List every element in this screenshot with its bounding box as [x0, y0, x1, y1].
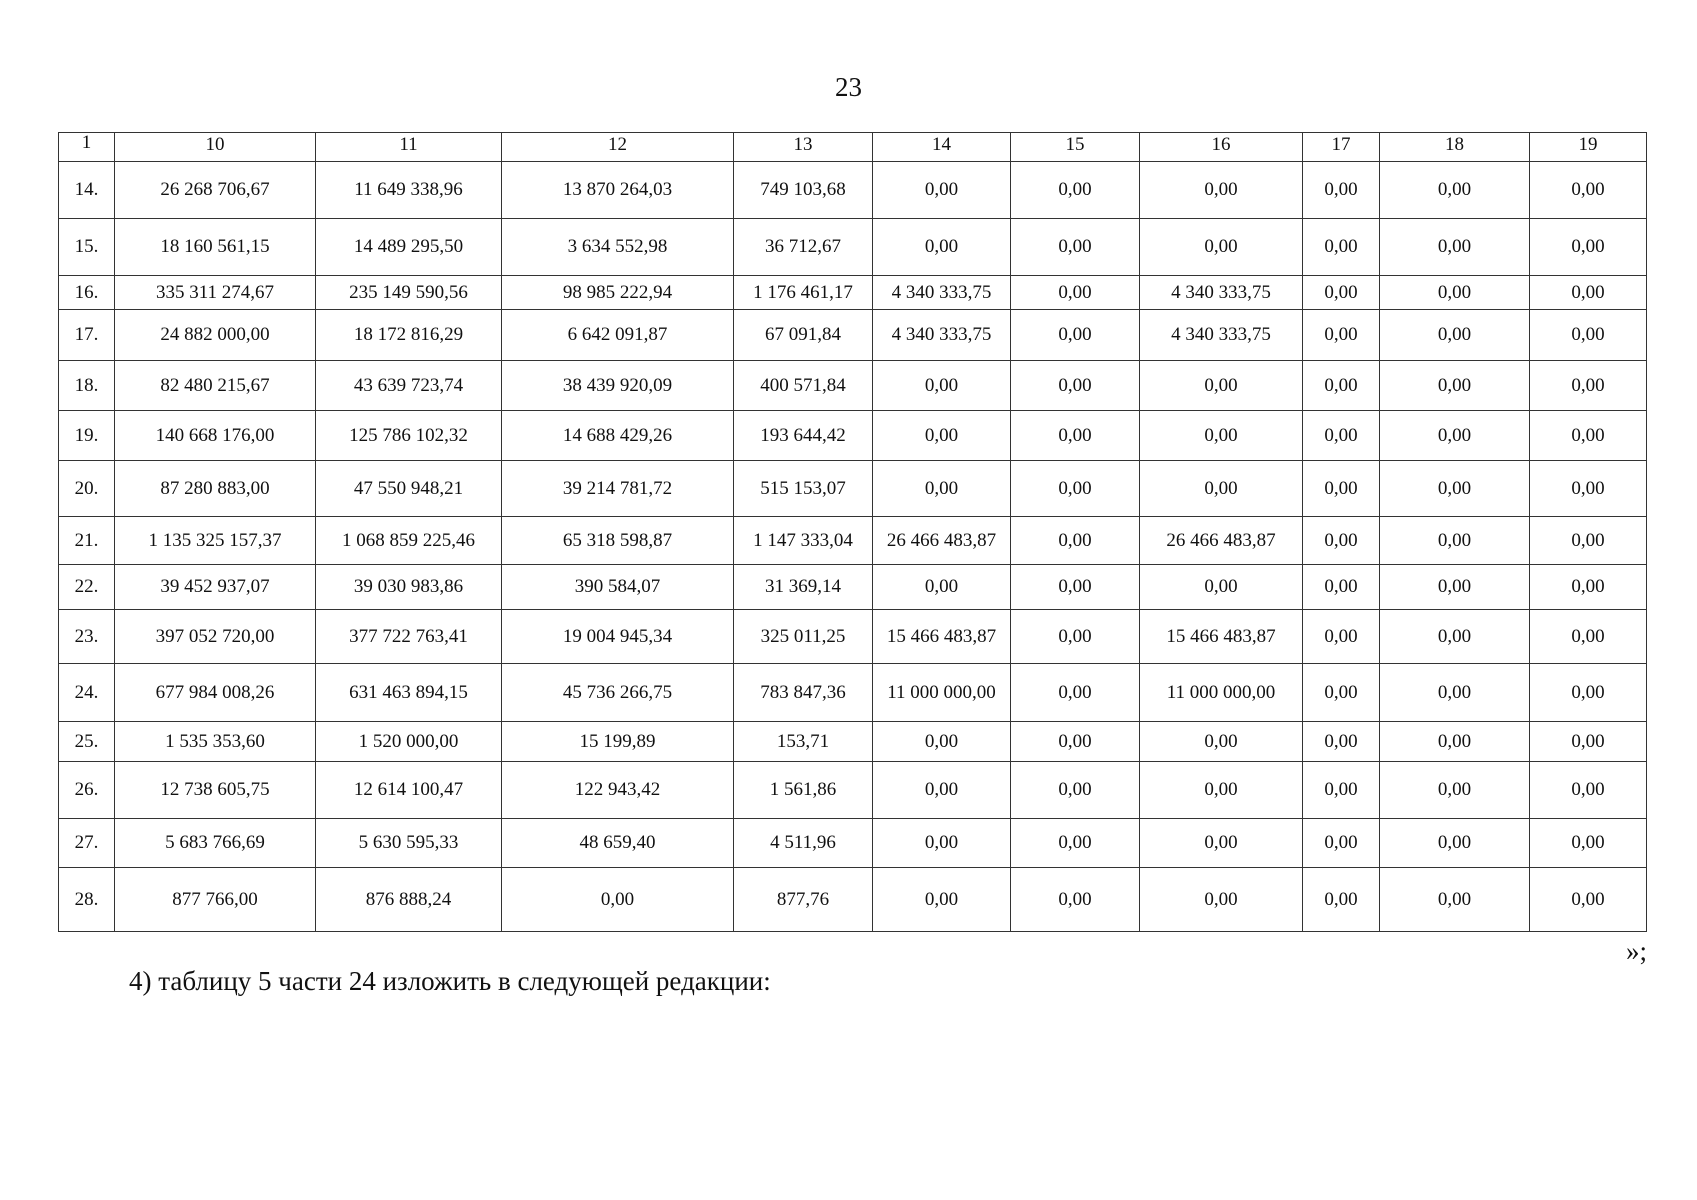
table-cell: 0,00 — [1011, 461, 1140, 517]
table-row — [59, 610, 1647, 664]
table-header-row — [59, 133, 1647, 162]
table-row — [59, 868, 1647, 932]
table-cell: 4 340 333,75 — [873, 310, 1011, 361]
table-cell: 87 280 883,00 — [115, 461, 316, 517]
table-cell: 15 466 483,87 — [873, 610, 1011, 664]
table-cell: 749 103,68 — [734, 162, 873, 219]
table-row — [59, 565, 1647, 610]
table-row — [59, 819, 1647, 868]
table-cell: 515 153,07 — [734, 461, 873, 517]
table-cell: 31 369,14 — [734, 565, 873, 610]
table-cell: 0,00 — [1140, 411, 1303, 461]
table-cell: 11 000 000,00 — [873, 664, 1011, 722]
row-number-cell: 15. — [59, 219, 115, 276]
table-row — [59, 411, 1647, 461]
table-cell: 14 688 429,26 — [502, 411, 734, 461]
table-row — [59, 722, 1647, 762]
table-cell: 1 135 325 157,37 — [115, 517, 316, 565]
row-number-cell: 20. — [59, 461, 115, 517]
table-cell: 26 466 483,87 — [873, 517, 1011, 565]
table-cell: 5 630 595,33 — [316, 819, 502, 868]
table-cell: 0,00 — [1530, 565, 1647, 610]
table-cell: 0,00 — [1303, 565, 1380, 610]
table-cell: 15 199,89 — [502, 722, 734, 762]
table-cell: 377 722 763,41 — [316, 610, 502, 664]
table-cell: 0,00 — [873, 461, 1011, 517]
table-cell: 325 011,25 — [734, 610, 873, 664]
table-body — [59, 133, 1647, 932]
table-cell: 1 176 461,17 — [734, 276, 873, 310]
table-cell: 0,00 — [1303, 868, 1380, 932]
table-cell: 0,00 — [1380, 722, 1530, 762]
header-cell: 14 — [873, 133, 1011, 162]
table-cell: 18 172 816,29 — [316, 310, 502, 361]
table-cell: 39 214 781,72 — [502, 461, 734, 517]
table-cell: 677 984 008,26 — [115, 664, 316, 722]
table-cell: 0,00 — [1380, 819, 1530, 868]
table-cell: 0,00 — [1303, 219, 1380, 276]
row-number-cell: 27. — [59, 819, 115, 868]
table-cell: 0,00 — [1303, 411, 1380, 461]
table-cell: 0,00 — [1303, 162, 1380, 219]
instruction-text: 4) таблицу 5 части 24 изложить в следующей редакции: — [129, 966, 771, 996]
table-cell: 0,00 — [1011, 868, 1140, 932]
table-cell: 0,00 — [873, 219, 1011, 276]
table-cell: 1 068 859 225,46 — [316, 517, 502, 565]
row-number-cell: 18. — [59, 361, 115, 411]
table-cell: 39 030 983,86 — [316, 565, 502, 610]
table-cell: 4 340 333,75 — [1140, 310, 1303, 361]
table-cell: 19 004 945,34 — [502, 610, 734, 664]
table-cell: 0,00 — [1530, 411, 1647, 461]
table-cell: 26 268 706,67 — [115, 162, 316, 219]
table-cell: 235 149 590,56 — [316, 276, 502, 310]
table-cell: 0,00 — [1530, 517, 1647, 565]
table-cell: 0,00 — [1530, 310, 1647, 361]
table-row — [59, 162, 1647, 219]
header-cell: 11 — [316, 133, 502, 162]
table-row — [59, 276, 1647, 310]
table-cell: 0,00 — [1011, 722, 1140, 762]
table-cell: 335 311 274,67 — [115, 276, 316, 310]
row-number-cell: 25. — [59, 722, 115, 762]
table-cell: 0,00 — [1530, 361, 1647, 411]
header-cell: 1 — [59, 133, 115, 162]
table-cell: 0,00 — [1140, 868, 1303, 932]
table-cell: 631 463 894,15 — [316, 664, 502, 722]
row-number-cell: 17. — [59, 310, 115, 361]
table-cell: 15 466 483,87 — [1140, 610, 1303, 664]
table-cell: 0,00 — [1011, 517, 1140, 565]
table-cell: 877 766,00 — [115, 868, 316, 932]
table-cell: 0,00 — [1303, 361, 1380, 411]
table-row — [59, 762, 1647, 819]
table-cell: 0,00 — [1380, 276, 1530, 310]
table-cell: 0,00 — [1530, 610, 1647, 664]
table-cell: 876 888,24 — [316, 868, 502, 932]
table-cell: 0,00 — [1140, 361, 1303, 411]
table-cell: 0,00 — [1011, 219, 1140, 276]
table-cell: 0,00 — [1303, 461, 1380, 517]
table-cell: 0,00 — [1380, 610, 1530, 664]
table-cell: 0,00 — [1303, 664, 1380, 722]
row-number-cell: 16. — [59, 276, 115, 310]
table-row — [59, 310, 1647, 361]
table-cell: 48 659,40 — [502, 819, 734, 868]
table-cell: 400 571,84 — [734, 361, 873, 411]
table-cell: 0,00 — [873, 819, 1011, 868]
table-cell: 5 683 766,69 — [115, 819, 316, 868]
table-cell: 0,00 — [1530, 276, 1647, 310]
table-cell: 0,00 — [1011, 819, 1140, 868]
row-number-cell: 14. — [59, 162, 115, 219]
table-cell: 0,00 — [1011, 664, 1140, 722]
table-cell: 98 985 222,94 — [502, 276, 734, 310]
table-cell: 0,00 — [1303, 722, 1380, 762]
table-cell: 0,00 — [502, 868, 734, 932]
data-table — [58, 132, 1647, 932]
table-cell: 390 584,07 — [502, 565, 734, 610]
page-number: 23 — [835, 72, 862, 102]
table-cell: 0,00 — [1380, 565, 1530, 610]
table-row — [59, 361, 1647, 411]
table-cell: 0,00 — [1140, 722, 1303, 762]
table-cell: 12 614 100,47 — [316, 762, 502, 819]
row-number-cell: 21. — [59, 517, 115, 565]
table-cell: 877,76 — [734, 868, 873, 932]
table-cell: 43 639 723,74 — [316, 361, 502, 411]
row-number-cell: 28. — [59, 868, 115, 932]
table-cell: 1 535 353,60 — [115, 722, 316, 762]
table-cell: 1 147 333,04 — [734, 517, 873, 565]
table-cell: 11 000 000,00 — [1140, 664, 1303, 722]
table-cell: 67 091,84 — [734, 310, 873, 361]
table-cell: 38 439 920,09 — [502, 361, 734, 411]
table-row — [59, 517, 1647, 565]
table-cell: 0,00 — [1380, 664, 1530, 722]
table-cell: 0,00 — [873, 762, 1011, 819]
table-cell: 0,00 — [1011, 361, 1140, 411]
table-cell: 0,00 — [1530, 819, 1647, 868]
table-cell: 0,00 — [1011, 610, 1140, 664]
table-row — [59, 461, 1647, 517]
table-cell: 0,00 — [873, 361, 1011, 411]
table-cell: 0,00 — [1530, 461, 1647, 517]
table-cell: 0,00 — [1380, 411, 1530, 461]
header-cell: 12 — [502, 133, 734, 162]
table-cell: 4 340 333,75 — [1140, 276, 1303, 310]
row-number-cell: 26. — [59, 762, 115, 819]
table-cell: 36 712,67 — [734, 219, 873, 276]
table-cell: 0,00 — [1380, 517, 1530, 565]
table-cell: 0,00 — [1530, 868, 1647, 932]
table-cell: 0,00 — [1380, 762, 1530, 819]
header-cell: 17 — [1303, 133, 1380, 162]
table-cell: 0,00 — [1140, 162, 1303, 219]
table-cell: 26 466 483,87 — [1140, 517, 1303, 565]
table-cell: 0,00 — [1380, 361, 1530, 411]
table-cell: 0,00 — [873, 411, 1011, 461]
table-cell: 45 736 266,75 — [502, 664, 734, 722]
table-row — [59, 219, 1647, 276]
row-number-cell: 22. — [59, 565, 115, 610]
table-cell: 0,00 — [1011, 565, 1140, 610]
table-cell: 1 520 000,00 — [316, 722, 502, 762]
table-cell: 122 943,42 — [502, 762, 734, 819]
table-cell: 0,00 — [1011, 162, 1140, 219]
table-cell: 0,00 — [1303, 762, 1380, 819]
table-cell: 4 511,96 — [734, 819, 873, 868]
header-cell: 10 — [115, 133, 316, 162]
table-cell: 0,00 — [1011, 411, 1140, 461]
table-cell: 125 786 102,32 — [316, 411, 502, 461]
table-cell: 0,00 — [1530, 219, 1647, 276]
closing-quote: »; — [1625, 936, 1647, 966]
table-cell: 47 550 948,21 — [316, 461, 502, 517]
table-cell: 783 847,36 — [734, 664, 873, 722]
table-cell: 65 318 598,87 — [502, 517, 734, 565]
table-cell: 0,00 — [1380, 868, 1530, 932]
table-cell: 0,00 — [1530, 664, 1647, 722]
table-cell: 0,00 — [1530, 722, 1647, 762]
table-cell: 39 452 937,07 — [115, 565, 316, 610]
table-cell: 0,00 — [873, 868, 1011, 932]
table-cell: 0,00 — [873, 162, 1011, 219]
table-cell: 11 649 338,96 — [316, 162, 502, 219]
header-cell: 19 — [1530, 133, 1647, 162]
table-cell: 0,00 — [1303, 610, 1380, 664]
table-cell: 0,00 — [1380, 162, 1530, 219]
table-cell: 0,00 — [1140, 565, 1303, 610]
header-cell: 15 — [1011, 133, 1140, 162]
table-cell: 153,71 — [734, 722, 873, 762]
header-cell: 13 — [734, 133, 873, 162]
header-cell: 16 — [1140, 133, 1303, 162]
header-cell: 18 — [1380, 133, 1530, 162]
table-cell: 0,00 — [1303, 310, 1380, 361]
table-cell: 12 738 605,75 — [115, 762, 316, 819]
table-cell: 0,00 — [1011, 276, 1140, 310]
table-cell: 0,00 — [1380, 310, 1530, 361]
table-cell: 18 160 561,15 — [115, 219, 316, 276]
table-cell: 0,00 — [1011, 310, 1140, 361]
table-cell: 0,00 — [1011, 762, 1140, 819]
table-cell: 0,00 — [873, 565, 1011, 610]
table-cell: 4 340 333,75 — [873, 276, 1011, 310]
table-row — [59, 664, 1647, 722]
table-cell: 0,00 — [1303, 517, 1380, 565]
row-number-cell: 23. — [59, 610, 115, 664]
table-cell: 82 480 215,67 — [115, 361, 316, 411]
table-cell: 0,00 — [1140, 219, 1303, 276]
table-cell: 0,00 — [1140, 762, 1303, 819]
table-cell: 14 489 295,50 — [316, 219, 502, 276]
row-number-cell: 24. — [59, 664, 115, 722]
table-cell: 13 870 264,03 — [502, 162, 734, 219]
table-cell: 0,00 — [1303, 819, 1380, 868]
table-cell: 0,00 — [1530, 762, 1647, 819]
table-cell: 1 561,86 — [734, 762, 873, 819]
table-cell: 6 642 091,87 — [502, 310, 734, 361]
table-cell: 397 052 720,00 — [115, 610, 316, 664]
table-cell: 0,00 — [1530, 162, 1647, 219]
table-cell: 0,00 — [1140, 461, 1303, 517]
table-cell: 24 882 000,00 — [115, 310, 316, 361]
table-cell: 0,00 — [1380, 461, 1530, 517]
table-cell: 0,00 — [873, 722, 1011, 762]
table-cell: 0,00 — [1140, 819, 1303, 868]
row-number-cell: 19. — [59, 411, 115, 461]
table-cell: 0,00 — [1380, 219, 1530, 276]
table-cell: 0,00 — [1303, 276, 1380, 310]
table-cell: 193 644,42 — [734, 411, 873, 461]
table-cell: 140 668 176,00 — [115, 411, 316, 461]
table-cell: 3 634 552,98 — [502, 219, 734, 276]
